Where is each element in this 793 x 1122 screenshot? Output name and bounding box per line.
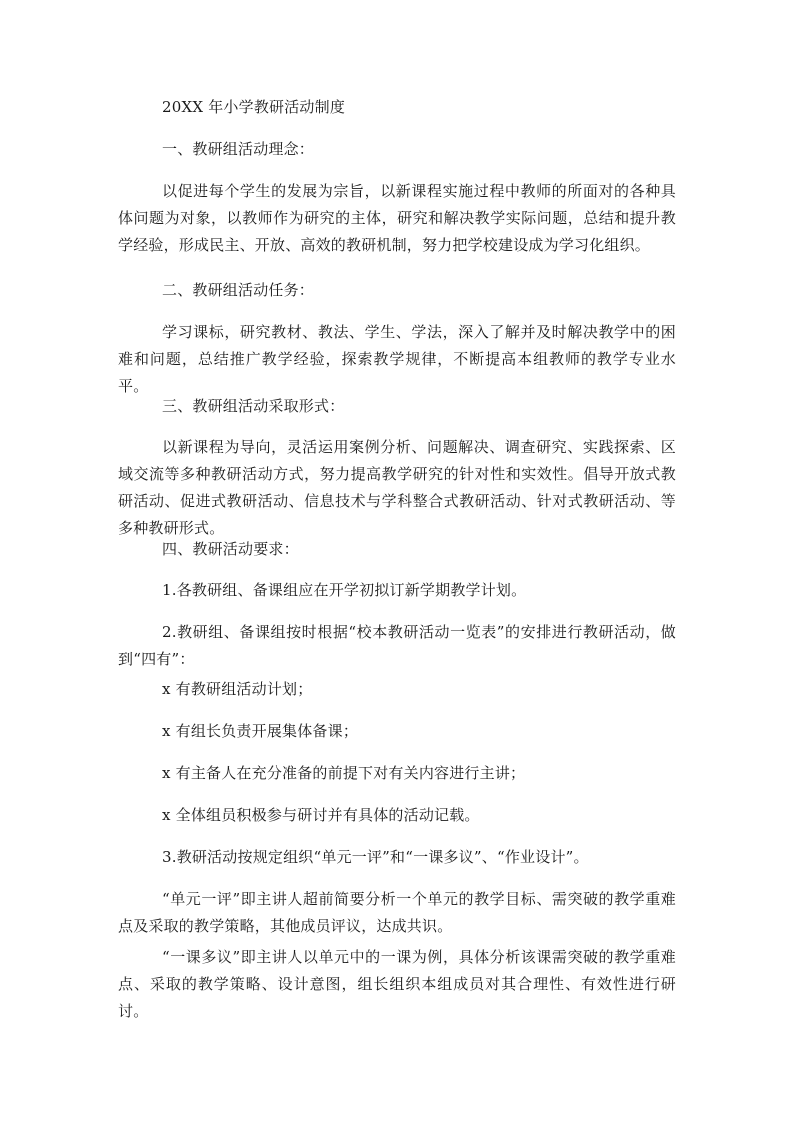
requirement-3: 3.教研活动按规定组织“单元一评”和“一课多议”、“作业设计”。 <box>162 848 589 866</box>
list-item: x 有教研组活动计划； <box>162 680 313 698</box>
requirement-2: 2.教研组、备课组按时根据“校本教研活动一览表”的安排进行教研活动，做到“四有”： <box>118 623 676 668</box>
list-item: x 有组长负责开展集体备课； <box>162 722 359 740</box>
list-item: x 有主备人在充分准备的前提下对有关内容进行主讲； <box>162 764 526 782</box>
paragraph-1: 以促进每个学生的发展为宗旨，以新课程实施过程中教师的所面对的各种具体问题为对象，以教师作为研究的主体，研究和解决教学实际问题，总结和提升教学经验，形成民主、开放、高效的教研机制，努力把学校建设成为学习化组织。 <box>118 182 676 254</box>
section-heading-4: 四、教研活动要求： <box>162 540 299 558</box>
section-heading-3: 三、教研组活动采取形式： <box>162 397 345 415</box>
list-item: x 全体组员积极参与研讨并有具体的活动记载。 <box>162 806 480 824</box>
requirement-1: 1.各教研组、备课组应在开学初拟订新学期教学计划。 <box>162 581 527 599</box>
section-heading-1: 一、教研组活动理念： <box>162 140 315 158</box>
paragraph-2: 学习课标，研究教材、教法、学生、学法，深入了解并及时解决教学中的困难和问题，总结推广教学经验，探索教学规律，不断提高本组教师的教学专业水平。 <box>118 323 676 395</box>
paragraph-lesson-discussion: “一课多议”即主讲人以单元中的一课为例，具体分析该课需突破的教学重难点、采取的教学策略、设计意图，组长组织本组成员对其合理性、有效性进行研讨。 <box>118 948 676 1020</box>
paragraph-unit-review: “单元一评”即主讲人超前简要分析一个单元的教学目标、需突破的教学重难点及采取的教学策略，其他成员评议，达成共识。 <box>118 890 676 935</box>
document-title: 20XX 年小学教研活动制度 <box>162 98 346 116</box>
section-heading-2: 二、教研组活动任务： <box>162 281 315 299</box>
paragraph-3: 以新课程为导向，灵活运用案例分析、问题解决、调查研究、实践探索、区域交流等多种教研活动方式，努力提高教学研究的针对性和实效性。倡导开放式教研活动、促进式教研活动、信息技术与学科整合式教研活动、针对式教研活动、等多种教研形式。 <box>118 438 676 537</box>
